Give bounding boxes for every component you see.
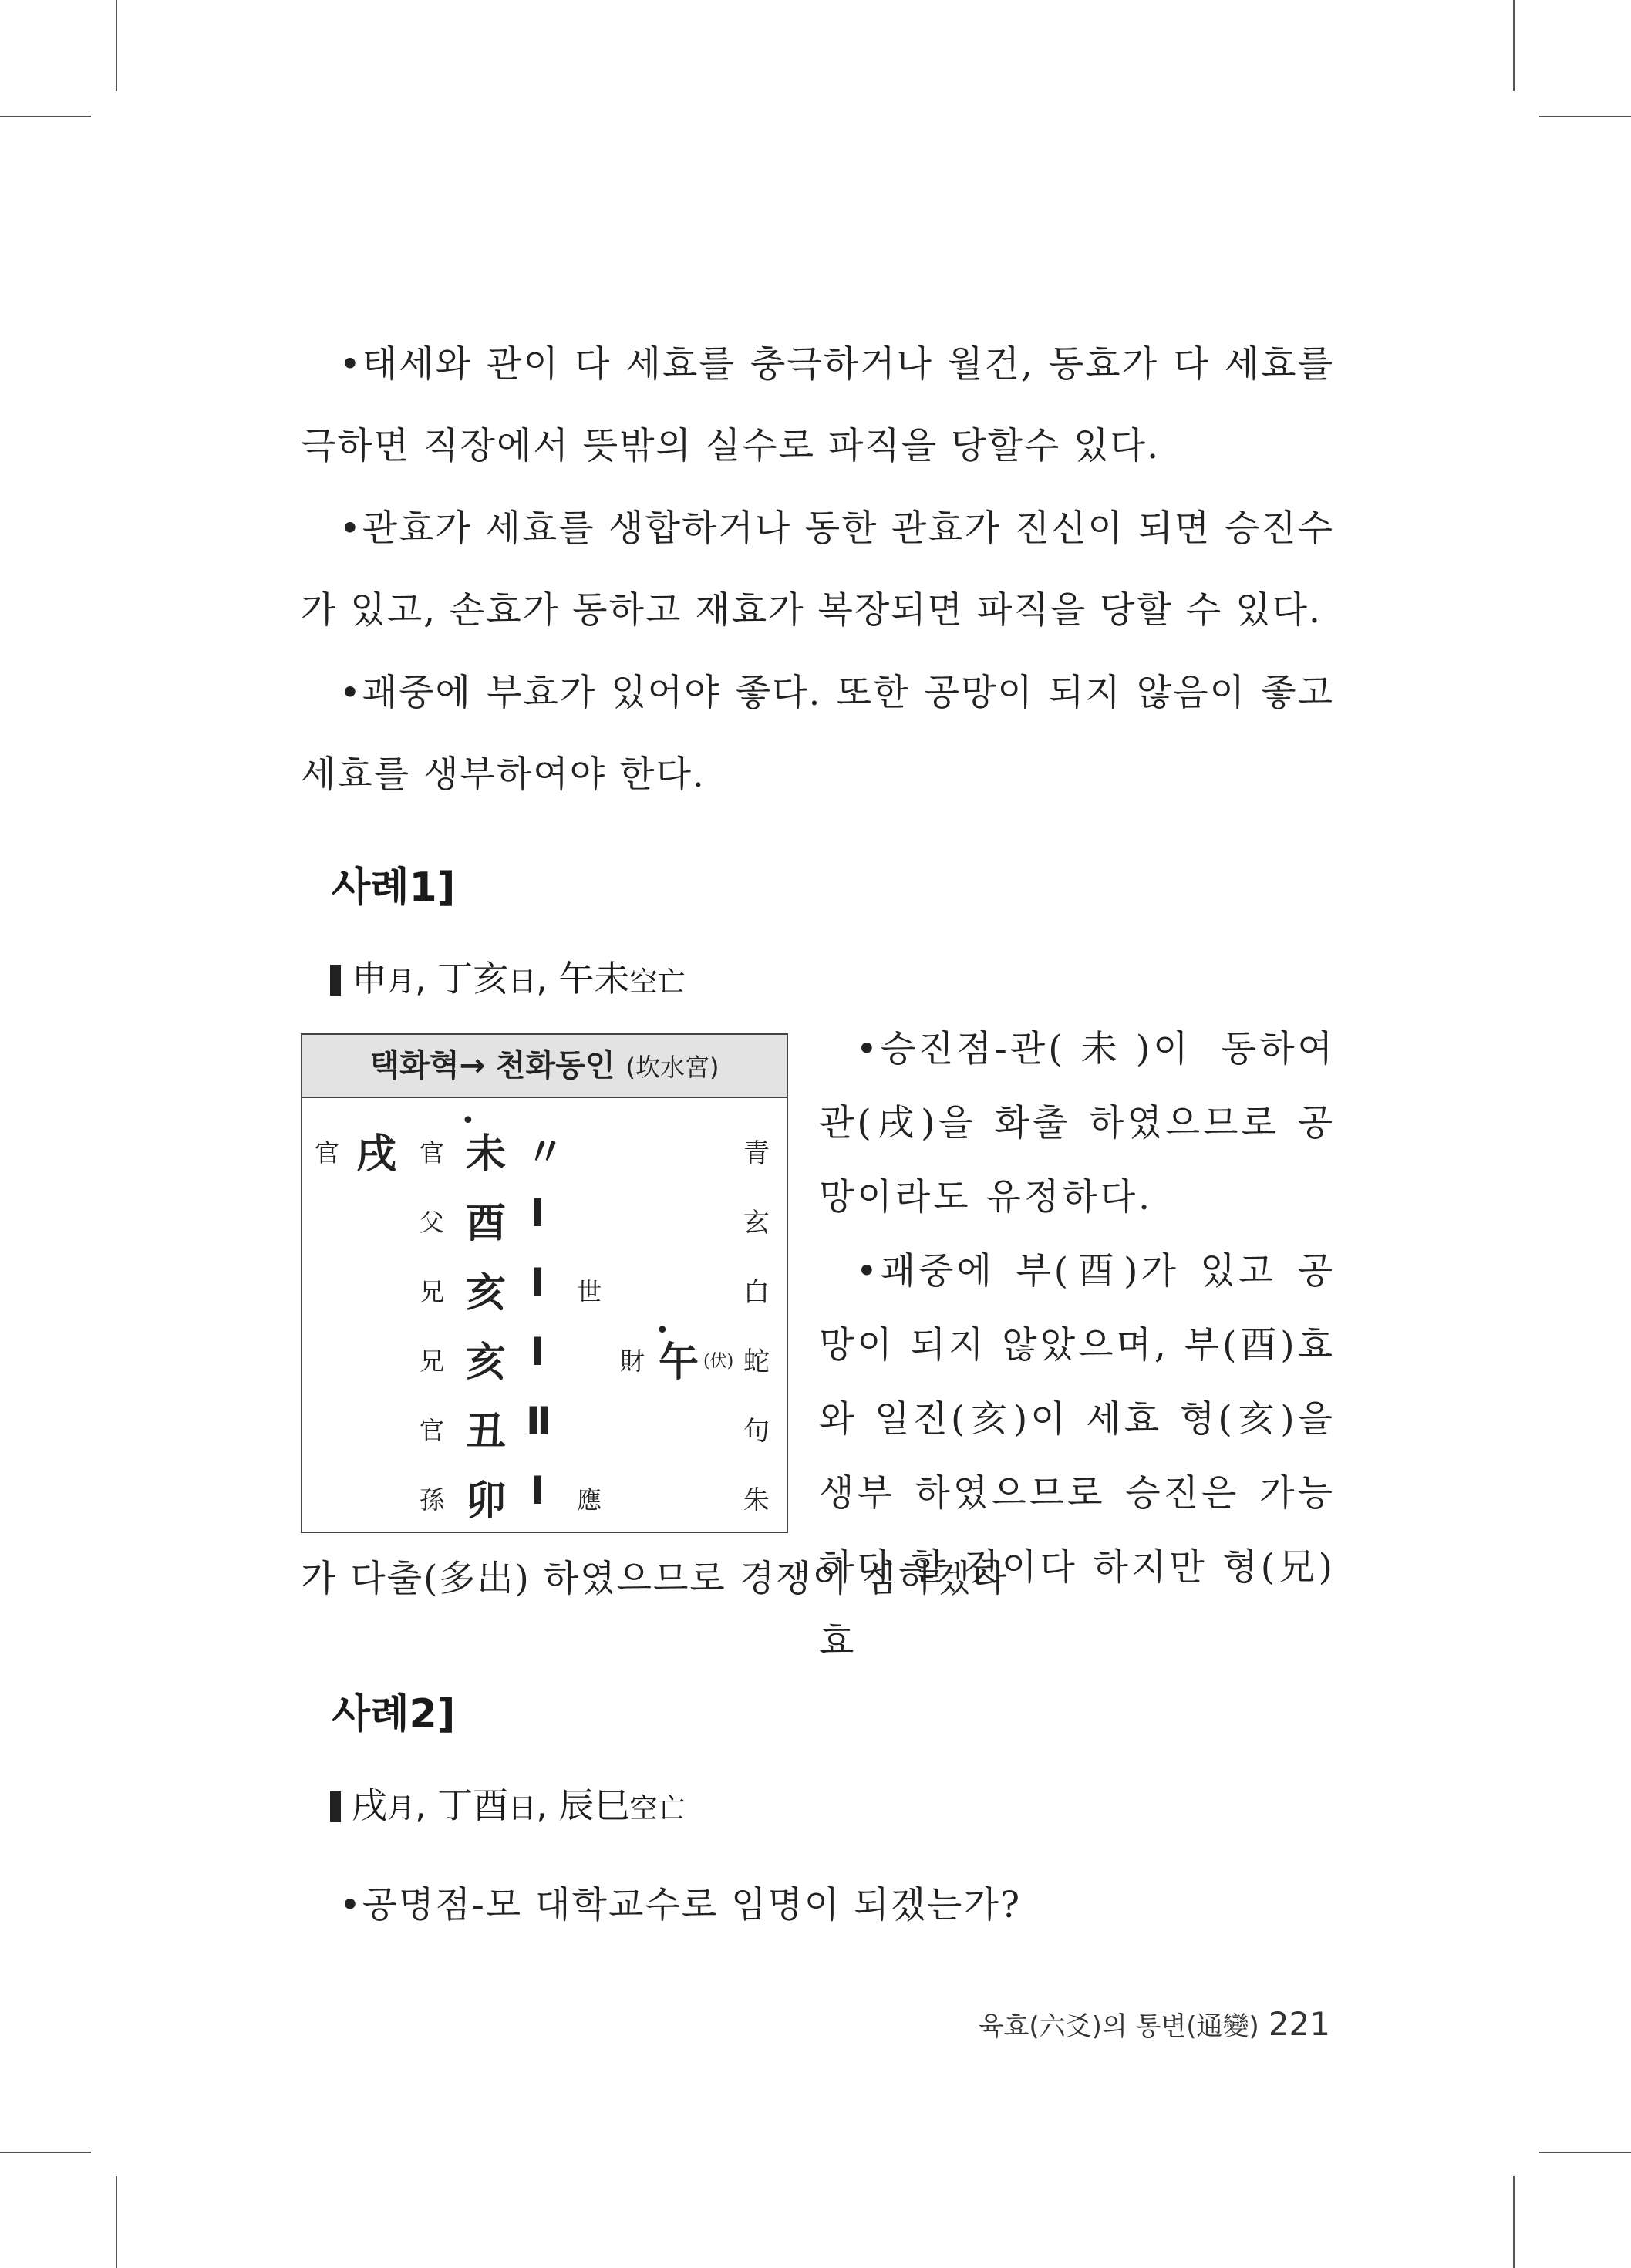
- crop-mark: [116, 2176, 117, 2268]
- response-marker: 應: [577, 1485, 602, 1515]
- yang-line: Ⅰ: [531, 1191, 545, 1235]
- yang-line: Ⅰ: [531, 1468, 545, 1513]
- case-2-question: •공명점-모 대학교수로 임명이 되겠는가?: [339, 1884, 1022, 1926]
- case-1-analysis: •괘중에 부(酉)가 있고 공망이 되지 않았으며, 부(酉)효와 일진(亥)이 세효 형(亥)을 생부 하였으므로 승진은 가능하다 할 것이다 하지만 형(兄)효: [819, 1250, 1336, 1663]
- hexagram-row: 孫 卯 Ⅰ 應 朱: [420, 1468, 770, 1525]
- case-1-analysis-tail: 가 다출(多出) 하였으므로 경쟁이 심하겠다: [301, 1558, 1009, 1600]
- hidden-dot: •: [655, 1317, 669, 1344]
- hexagram-row: 兄 亥 Ⅰ 財 • 午 (伏) 蛇: [420, 1317, 770, 1386]
- hexagram-row: 官 戌 官 • 未 〃 青: [315, 1107, 770, 1178]
- case-2-date-line: 戌月, 丁酉日, 辰巳空亡: [330, 1778, 686, 1828]
- hexagram-title: 택화혁→ 천화동인: [369, 1048, 615, 1083]
- crop-mark: [1539, 116, 1631, 117]
- yin-line: Ⅱ: [526, 1399, 551, 1444]
- page-number: 221: [1268, 2005, 1330, 2043]
- moving-line-dot: •: [461, 1107, 475, 1134]
- body-paragraph: •태세와 관이 다 세효를 충극하거나 월건, 동효가 다 세효를 극하면 직장에서 뜻밖의 실수로 파직을 당할수 있다.: [301, 343, 1334, 467]
- yin-moving-line: 〃: [526, 1130, 564, 1174]
- bullet-marker: [330, 965, 341, 996]
- crop-mark: [1539, 2152, 1631, 2153]
- bullet-marker: [330, 1791, 341, 1822]
- hexagram-row: 官 丑 Ⅱ 句: [420, 1399, 770, 1455]
- case-2-title: 사례2]: [332, 1691, 456, 1737]
- crop-mark: [116, 0, 117, 91]
- hexagram-row: 父 酉 Ⅰ 玄: [420, 1191, 770, 1247]
- case-1-date-line: 申月, 丁亥日, 午未空亡: [330, 951, 686, 1002]
- page-footer: [979, 2005, 1330, 2043]
- hexagram-palace: (坎水宮): [625, 1053, 719, 1082]
- body-paragraph: •괘중에 부효가 있어야 좋다. 또한 공망이 되지 않음이 좋고 세효를 생부하여야 한다.: [301, 672, 1334, 796]
- self-marker: 世: [577, 1277, 602, 1306]
- case-1-title: 사례1]: [332, 864, 456, 911]
- hexagram-table: [301, 1033, 788, 1533]
- case-1-analysis: •승진점-관(未)이 동하여 관(戌)을 화출 하였으므로 공망이라도 유정하다.: [819, 1028, 1336, 1218]
- body-paragraph: •관효가 세효를 생합하거나 동한 관효가 진신이 되면 승진수가 있고, 손효가 동하고 재효가 복장되면 파직을 당할 수 있다.: [301, 507, 1334, 632]
- yang-line: Ⅰ: [531, 1260, 545, 1305]
- chapter-title: 육효(六爻)의 통변(通變): [978, 2011, 1259, 2042]
- crop-mark: [1513, 0, 1515, 91]
- crop-mark: [0, 2152, 91, 2153]
- hexagram-header: [302, 1035, 787, 1098]
- crop-mark: [0, 116, 91, 117]
- yang-line: Ⅰ: [531, 1329, 545, 1374]
- hexagram-row: 兄 亥 Ⅰ 世 白: [420, 1260, 770, 1316]
- crop-mark: [1513, 2176, 1515, 2268]
